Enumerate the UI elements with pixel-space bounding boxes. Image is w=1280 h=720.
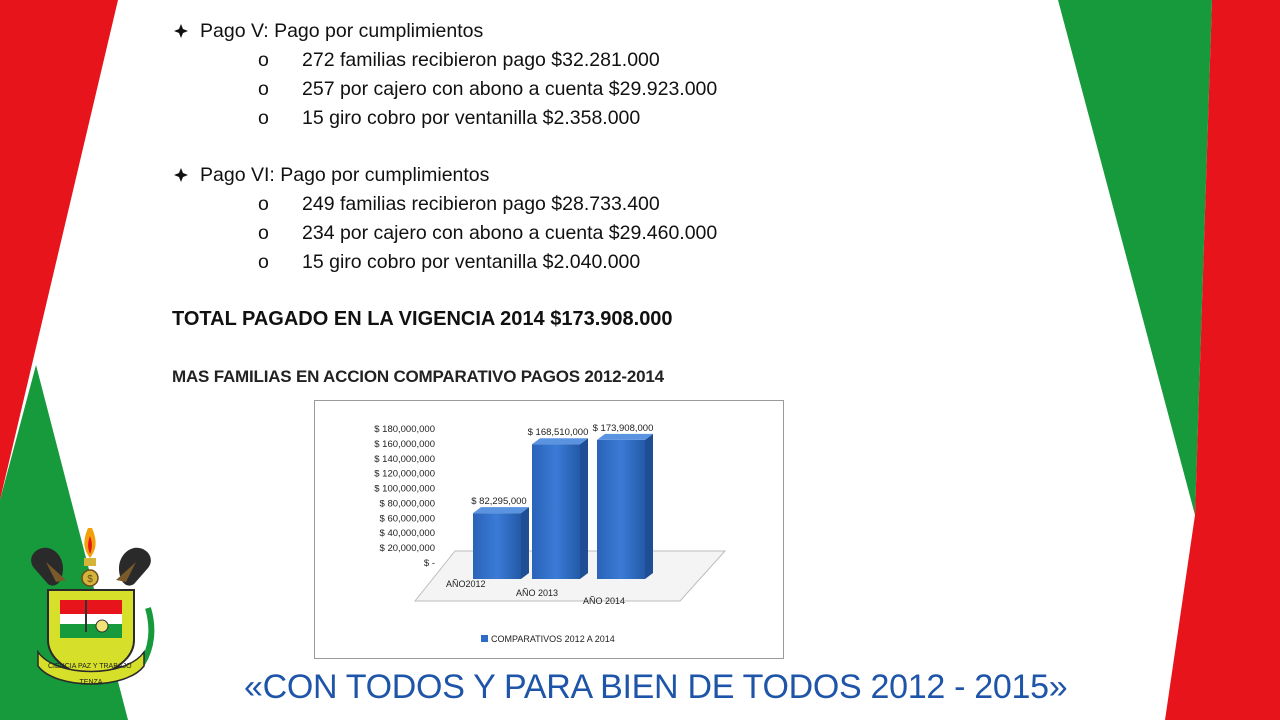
y-tick-label: $ 20,000,000	[379, 543, 435, 555]
chart-frame	[314, 400, 784, 659]
y-tick-label: $ 100,000,000	[374, 483, 435, 495]
x-tick-label: AÑO 2014	[583, 596, 626, 606]
y-tick-label: $ 140,000,000	[374, 453, 435, 465]
sub-bullet-marker: o	[258, 193, 269, 215]
chart-bar	[597, 440, 645, 579]
svg-text:$: $	[87, 574, 93, 585]
crest-town: TENZA	[79, 679, 103, 686]
chart-bar-side	[645, 434, 653, 579]
list-item: 15 giro cobro por ventanilla $2.040.000	[302, 251, 641, 273]
x-tick-label: AÑO 2013	[516, 588, 559, 598]
crest-motto: CIENCIA PAZ Y TRABAJO	[48, 663, 132, 670]
chart-heading: MAS FAMILIAS EN ACCION COMPARATIVO PAGOS 2012-2014	[172, 367, 664, 386]
municipal-crest-icon	[26, 528, 156, 692]
sub-bullet-marker: o	[258, 107, 269, 129]
y-tick-label: $ 80,000,000	[379, 498, 435, 510]
sub-bullet-marker: o	[258, 251, 269, 273]
y-tick-label: $ -	[423, 558, 435, 569]
sub-bullet-marker: o	[258, 49, 269, 71]
list-item: 249 familias recibieron pago $28.733.400	[302, 193, 660, 215]
chart-bar-side	[580, 438, 588, 579]
footer-slogan: «CON TODOS Y PARA BIEN DE TODOS 2012 - 2015»	[244, 668, 1068, 706]
y-tick-label: $ 120,000,000	[374, 468, 435, 480]
chart-bar-side	[521, 507, 529, 579]
chart-bar-top	[532, 438, 588, 444]
chart-bar	[473, 513, 521, 579]
total-paid: TOTAL PAGADO EN LA VIGENCIA 2014 $173.908.000	[172, 308, 673, 330]
list-item: 257 por cajero con abono a cuenta $29.923.000	[302, 78, 718, 100]
right-green-stripe	[1058, 0, 1212, 515]
x-tick-label: AÑO2012	[446, 579, 486, 589]
diamond-bullet-icon	[174, 168, 188, 182]
sub-bullet-marker: o	[258, 78, 269, 100]
chart-bar-top	[597, 434, 653, 440]
y-tick-label: $ 160,000,000	[374, 438, 435, 450]
data-label: $ 82,295,000	[471, 496, 527, 508]
data-label: $ 173,908,000	[592, 422, 654, 434]
list-item: 234 por cajero con abono a cuenta $29.460.000	[302, 222, 718, 244]
chart-bar-top	[473, 507, 529, 513]
legend-label: COMPARATIVOS 2012 A 2014	[491, 634, 615, 644]
list-item: 272 familias recibieron pago $32.281.000	[302, 49, 660, 71]
legend-swatch	[481, 635, 488, 642]
bar-chart	[315, 401, 783, 658]
y-tick-label: $ 40,000,000	[379, 528, 435, 540]
data-label: $ 168,510,000	[527, 427, 589, 439]
y-tick-label: $ 60,000,000	[379, 513, 435, 525]
chart-bar	[532, 444, 580, 579]
section-heading: Pago VI: Pago por cumplimientos	[200, 164, 490, 186]
diamond-bullet-icon	[174, 24, 188, 38]
section-heading: Pago V: Pago por cumplimientos	[200, 20, 484, 42]
left-red-stripe	[0, 0, 118, 500]
sub-bullet-marker: o	[258, 222, 269, 244]
list-item: 15 giro cobro por ventanilla $2.358.000	[302, 107, 641, 129]
y-tick-label: $ 180,000,000	[374, 424, 435, 435]
